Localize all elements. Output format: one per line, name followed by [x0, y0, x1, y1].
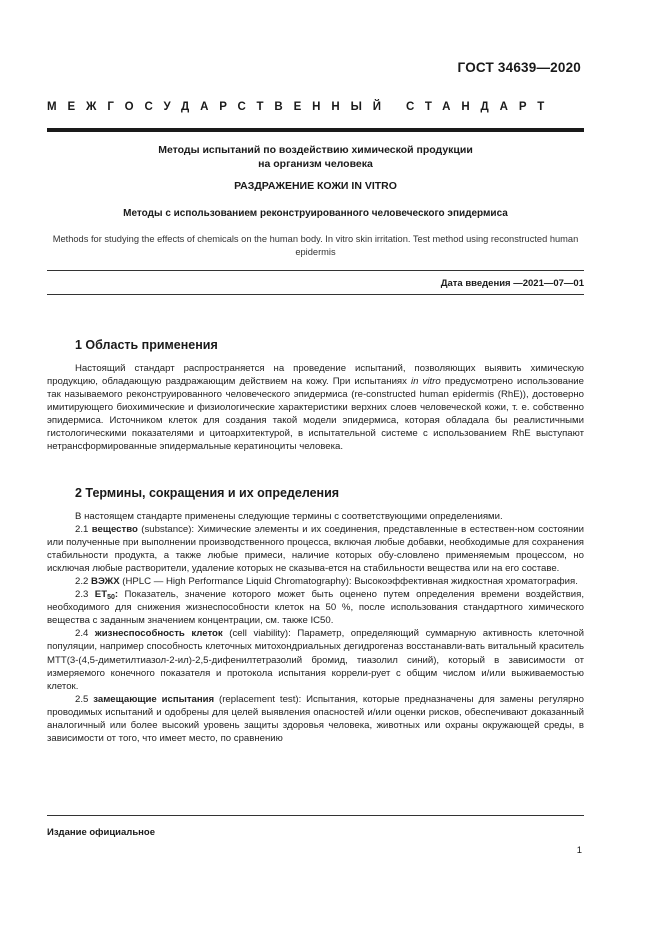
term-2-4: 2.4 жизнеспособность клеток (cell viability): Параметр, определяющий суммарную активность клеточной популяции, например способность клеточных митохондриальных дегидрогеназ восстанавли-вать витальный краситель МТТ(3-(4,5-диметилтиазол-2-ил)-2,5-дифенилтетразолий бромид, тиазолил синий), который в зависимости от измеряемого конечного показателя и протокола испытания коррели-рует с общим числом и/или выживаемостью клеток. [47, 628, 584, 692]
title-line-2: на организм человека [258, 157, 373, 170]
introduction-date: Дата введения —2021—07—01 [440, 278, 584, 289]
term-2-2: 2.2 ВЭЖХ (HPLC — High Performance Liquid Chromatography): Высокоэффективная жидкостная хроматография. [75, 576, 578, 588]
term-name: жизнеспособность клеток [94, 628, 223, 640]
term-2-1: 2.1 вещество (substance): Химические элементы и их соединения, представленные в естествен-ном состоянии или полученные при выполнении производственного процесса, включая любые добавки, необходимые для сохранения стабильности продукта, а также любые примеси, наличие которых обу-словлено применяемым процессом, но исключая любые растворители, удаление которых не сказыва-ется на стабильности вещества или на его составе. [47, 524, 584, 575]
standard-type: МЕЖГОСУДАРСТВЕННЫЙ СТАНДАРТ [47, 101, 556, 113]
term-2-3: 2.3 $ET_{50}$: Показатель, значение которого может быть оценено путем определения времени воздействия, необходимого для снижения жизнеспособности клеток на 50 %, после использования стандартного химического вещества с заданным значением концентрации, см. также IC50. [47, 589, 584, 627]
term-name: $ET_{50}$: [94, 589, 119, 602]
section-1-body [47, 362, 584, 453]
page-number: 1 [576, 845, 582, 856]
standard-number: ГОСТ 34639—2020 [457, 60, 581, 75]
title-caps: РАЗДРАЖЕНИЕ КОЖИ IN VITRO [234, 180, 397, 192]
official-edition-label: Издание официальное [47, 827, 155, 838]
footer-rule [47, 815, 584, 816]
term-name: вещество [91, 524, 138, 536]
section-2-intro: В настоящем стандарте применены следующие термины с соответствующими определениями. [75, 511, 503, 522]
header-rule [47, 128, 584, 132]
section-1-paragraph: Настоящий стандарт распространяется на проведение испытаний, позволяющих выявить химическую продукцию, обладающую раздражающим действием на кожу. При испытаниях in vitro предусмотрено использование так называемого реконструированного человеческого эпидермиса (re-constructed human epidermis (RhE)), достоверно имитирующего биохимические и физиологические характеристики верхних слоев человеческой кожи, т. е. собственно эпидермиса. Источником клеток для создания такой модели эпидермиса, которая обладала бы реалистичными гистологическими показателями и цитоархитектурой, в испытательной системе с использованием RhE выступают нетрансформированные эпидермальные кератиноциты человека. [47, 363, 584, 453]
date-rule-bottom [47, 294, 584, 295]
date-rule-top [47, 270, 584, 271]
section-1-heading: 1 Область применения [75, 338, 218, 352]
title-subtitle: Методы с использованием реконструированного человеческого эпидермиса [123, 208, 508, 219]
in-vitro-italic: in vitro [411, 376, 441, 388]
title-line-1: Методы испытаний по воздействию химической продукции [158, 144, 473, 156]
term-2-5: 2.5 замещающие испытания (replacement test): Испытания, которые предназначены для замены регулярно проводимых испытаний и одобрены для целей выявления опасностей и/или оценки рисков, обеспечивают доказанный аналогичный или более высокий уровень защиты здоровья человека, животных или охраны окружающей среды, в зависимости от того, что имеет место, по сравнению [47, 693, 584, 744]
term-name: ВЭЖХ [91, 576, 120, 588]
term-name: замещающие испытания [93, 693, 215, 705]
title-english: Methods for studying the effects of chemicals on the human body. In vitro skin irritation. Test method using reconstructed human epidermis [52, 234, 579, 257]
section-2-heading: 2 Термины, сокращения и их определения [75, 486, 340, 500]
section-2-body [47, 510, 584, 745]
document-title [47, 144, 584, 171]
